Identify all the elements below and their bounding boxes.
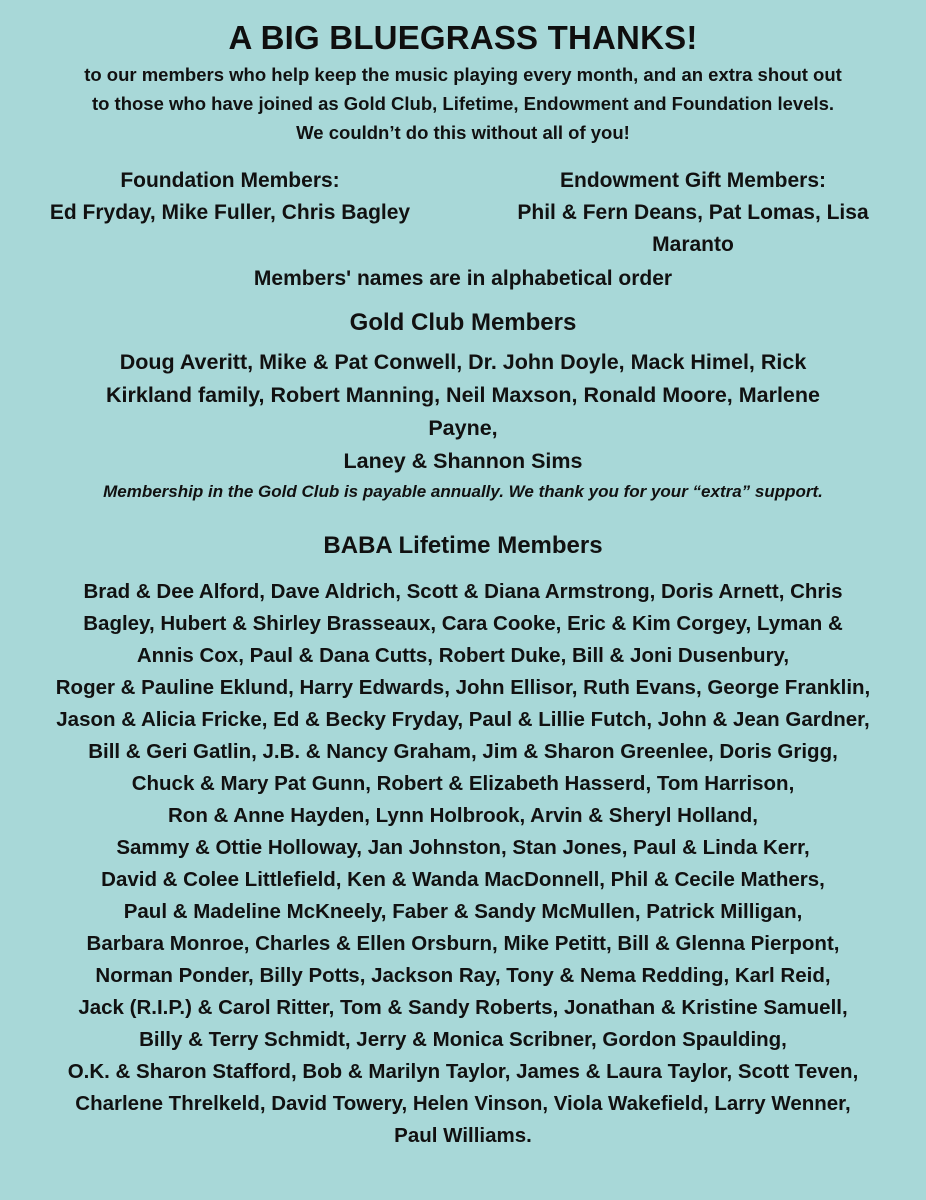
alphabetical-order-note: Members' names are in alphabetical order [253, 267, 673, 290]
lifetime-names [6, 576, 920, 1152]
gold-club-note: Membership in the Gold Club is payable annually. We thank you for your “extra” support. [103, 482, 823, 501]
lifetime-heading: BABA Lifetime Members [323, 532, 603, 559]
top-member-columns [6, 165, 920, 261]
intro-line: to our members who help keep the music playing every month, and an extra shout out [84, 64, 842, 85]
gold-club-line: Laney & Shannon Sims [343, 449, 583, 473]
lifetime-line: David & Colee Littlefield, Ken & Wanda MacDonnell, Phil & Cecile Mathers, [101, 868, 825, 891]
gold-club-line: Doug Averitt, Mike & Pat Conwell, Dr. John Doyle, Mack Himel, Rick [119, 350, 807, 374]
gold-club-heading: Gold Club Members [349, 309, 577, 336]
lifetime-line: Brad & Dee Alford, Dave Aldrich, Scott & Diana Armstrong, Doris Arnett, Chris [83, 580, 843, 603]
lifetime-line: Sammy & Ottie Holloway, Jan Johnston, Stan Jones, Paul & Linda Kerr, [116, 836, 810, 859]
page-title: A BIG BLUEGRASS THANKS! [228, 19, 698, 56]
gold-club-line: Payne, [428, 416, 498, 440]
lifetime-line: Chuck & Mary Pat Gunn, Robert & Elizabeth Hasserd, Tom Harrison, [131, 772, 795, 795]
lifetime-line: Paul & Madeline McKneely, Faber & Sandy McMullen, Patrick Milligan, [123, 900, 803, 923]
intro-message [6, 60, 920, 147]
lifetime-line: Norman Ponder, Billy Potts, Jackson Ray, Tony & Nema Redding, Karl Reid, [95, 964, 831, 987]
lifetime-line: Ron & Anne Hayden, Lynn Holbrook, Arvin & Sheryl Holland, [168, 804, 758, 827]
lifetime-line: Charlene Threlkeld, David Towery, Helen Vinson, Viola Wakefield, Larry Wenner, [75, 1092, 851, 1115]
foundation-names: Ed Fryday, Mike Fuller, Chris Bagley [49, 201, 411, 224]
lifetime-line: Jack (R.I.P.) & Carol Ritter, Tom & Sandy Roberts, Jonathan & Kristine Samuell, [78, 996, 848, 1019]
lifetime-line: Bagley, Hubert & Shirley Brasseaux, Cara Cooke, Eric & Kim Corgey, Lyman & [83, 612, 843, 635]
intro-line: to those who have joined as Gold Club, Lifetime, Endowment and Foundation levels. [91, 93, 835, 114]
foundation-heading: Foundation Members: [120, 169, 340, 192]
lifetime-line: Bill & Geri Gatlin, J.B. & Nancy Graham, Jim & Sharon Greenlee, Doris Grigg, [88, 740, 838, 763]
endowment-heading: Endowment Gift Members: [559, 169, 827, 192]
gold-club-line: Kirkland family, Robert Manning, Neil Maxson, Ronald Moore, Marlene [106, 383, 820, 407]
lifetime-line: Paul Williams. [394, 1124, 532, 1147]
lifetime-line: Barbara Monroe, Charles & Ellen Orsburn, Mike Petitt, Bill & Glenna Pierpont, [86, 932, 840, 955]
lifetime-line: Jason & Alicia Fricke, Ed & Becky Fryday, Paul & Lillie Futch, John & Jean Gardner, [56, 708, 870, 731]
endowment-names: Phil & Fern Deans, Pat Lomas, Lisa Maranto [517, 201, 869, 256]
lifetime-line: Roger & Pauline Eklund, Harry Edwards, John Ellisor, Ruth Evans, George Franklin, [55, 676, 871, 699]
lifetime-line: Billy & Terry Schmidt, Jerry & Monica Scribner, Gordon Spaulding, [139, 1028, 787, 1051]
lifetime-line: O.K. & Sharon Stafford, Bob & Marilyn Taylor, James & Laura Taylor, Scott Teven, [67, 1060, 859, 1083]
endowment-members [478, 165, 920, 261]
foundation-members [6, 165, 450, 261]
lifetime-line: Annis Cox, Paul & Dana Cutts, Robert Duke, Bill & Joni Dusenbury, [136, 644, 790, 667]
gold-club-names [6, 346, 920, 478]
intro-line: We couldn’t do this without all of you! [296, 122, 630, 143]
